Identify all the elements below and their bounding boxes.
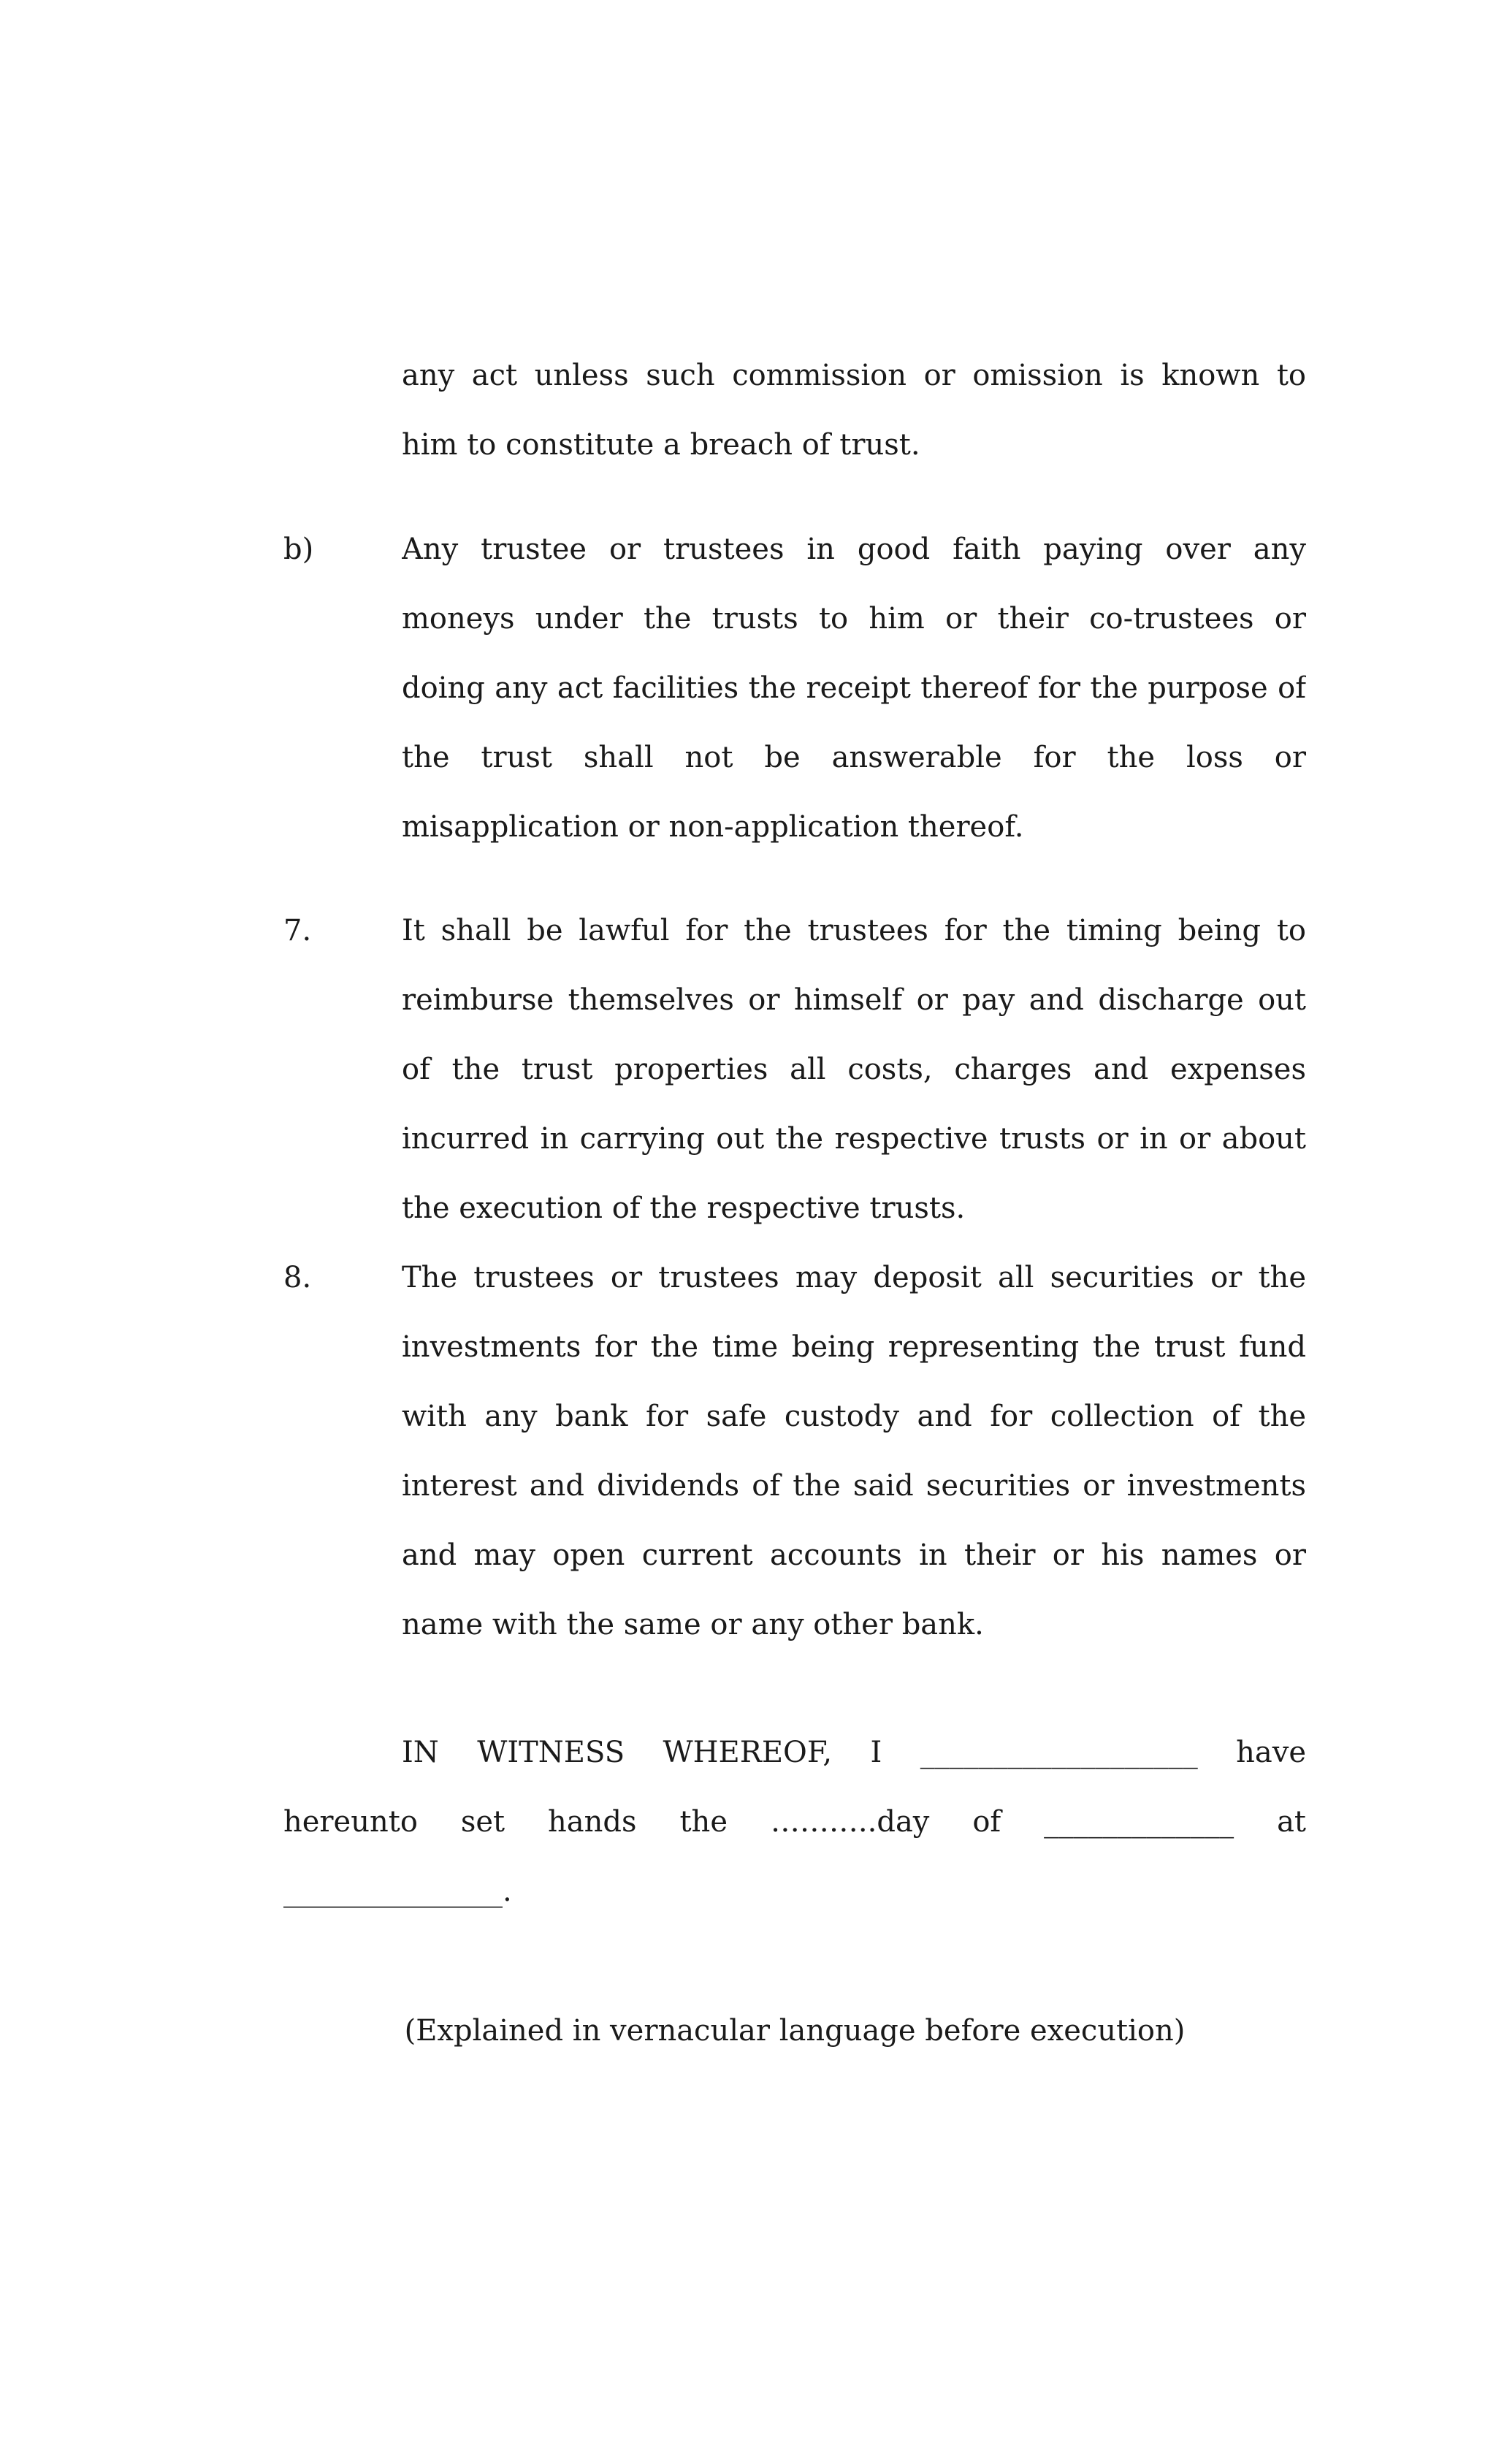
text-line: the trust shall not be answerable for the loss or — [402, 741, 1306, 774]
text-line: doing any act facilities the receipt thereof for the purpose of — [402, 671, 1306, 705]
text-line: name with the same or any other bank. — [402, 1608, 984, 1641]
text-line: with any bank for safe custody and for collection of the — [402, 1400, 1306, 1433]
text-line: reimburse themselves or himself or pay and discharge out — [402, 983, 1306, 1017]
text-line: hereunto set hands the ………..day of _____________ at — [283, 1805, 1306, 1839]
clause-b-paragraph — [402, 515, 1306, 862]
text-line: The trustees or trustees may deposit all securities or the — [402, 1261, 1306, 1294]
clause-b-marker: b) — [283, 533, 314, 566]
text-line: the execution of the respective trusts. — [402, 1191, 966, 1225]
clause-7-marker: 7. — [283, 914, 312, 947]
text-line: It shall be lawful for the trustees for the timing being to — [402, 914, 1306, 947]
text-line: him to constitute a breach of trust. — [402, 428, 920, 462]
text-line: interest and dividends of the said securities or investments — [402, 1469, 1306, 1503]
text-line: _______________. — [283, 1874, 512, 1908]
continuation-paragraph — [402, 341, 1306, 480]
text-line: misapplication or non-application thereof. — [402, 810, 1024, 844]
clause-8-marker: 8. — [283, 1261, 312, 1294]
execution-note: (Explained in vernacular language before execution) — [404, 2014, 1186, 2048]
clause-8-paragraph — [402, 1243, 1306, 1660]
text-line: moneys under the trusts to him or their co-trustees or — [402, 602, 1306, 636]
text-line: of the trust properties all costs, charges and expenses — [402, 1053, 1306, 1086]
text-line: and may open current accounts in their or his names or — [402, 1538, 1306, 1572]
text-line: investments for the time being representing the trust fund — [402, 1330, 1306, 1364]
text-line: Any trustee or trustees in good faith paying over any — [402, 533, 1306, 566]
text-line: IN WITNESS WHEREOF, I ___________________ have — [402, 1736, 1306, 1769]
text-line: incurred in carrying out the respective trusts or in or about — [402, 1122, 1306, 1156]
witness-paragraph — [283, 1718, 1306, 1926]
text-line: any act unless such commission or omission is known to — [402, 359, 1306, 392]
clause-7-paragraph — [402, 896, 1306, 1243]
